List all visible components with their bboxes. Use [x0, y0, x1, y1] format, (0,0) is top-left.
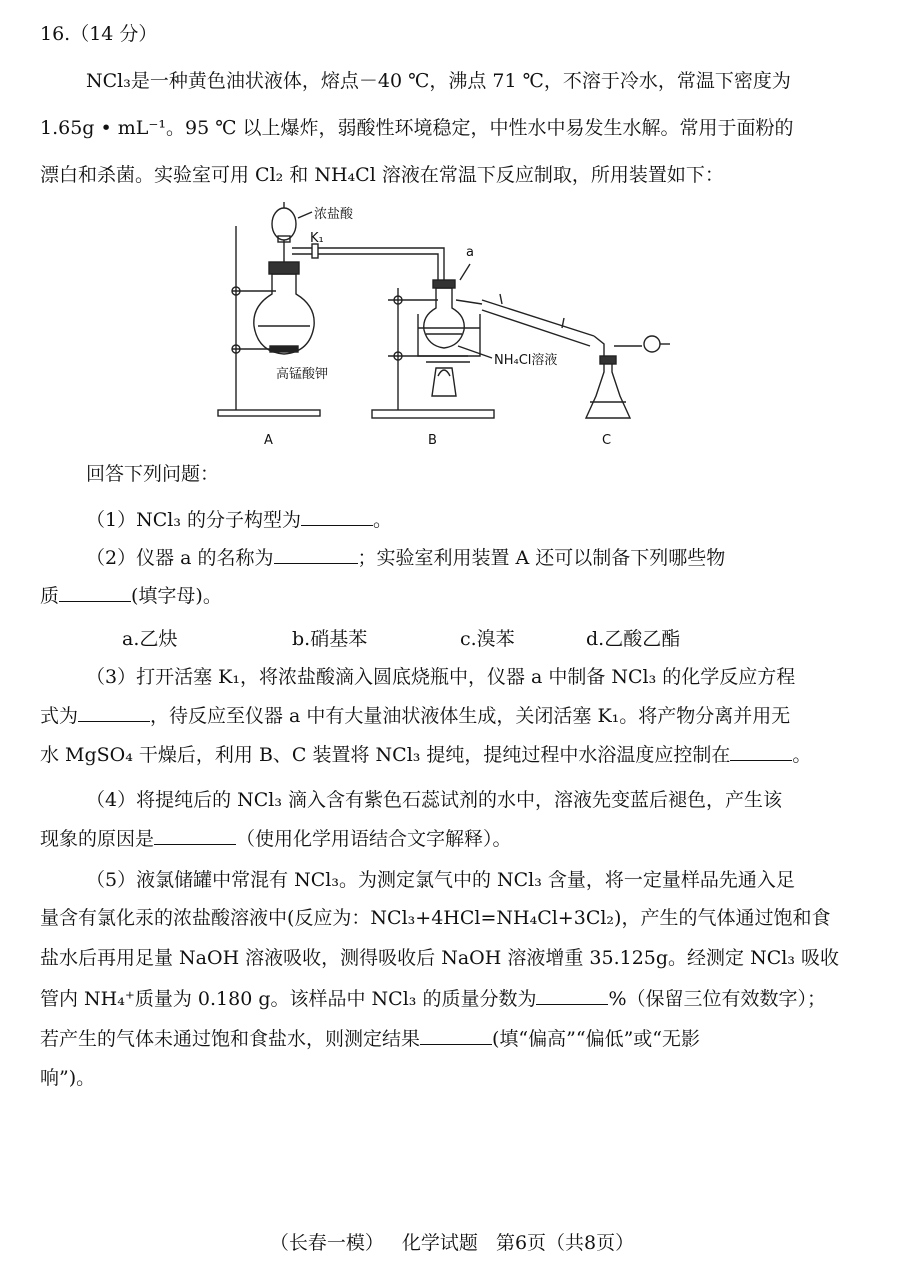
option-a: a.乙炔 [122, 628, 178, 650]
footer-page-number: 第6页（共8页） [495, 1232, 635, 1254]
q3-line3-end: 。 [792, 744, 812, 766]
q5-line4-end: %（保留三位有效数字）； [608, 988, 827, 1010]
q1 [86, 507, 392, 532]
q5-line5-start: 若产生的气体未通过饱和食盐水，则测定结果 [40, 1028, 421, 1050]
q4-line-2 [40, 826, 512, 851]
label-B: B [428, 433, 437, 448]
answer-prompt: 回答下列问题： [86, 463, 220, 485]
label-kmno4: 高锰酸钾 [276, 367, 329, 382]
q3-blank-2[interactable] [730, 742, 792, 761]
q2-part1: （2）仪器 a 的名称为 [86, 547, 274, 569]
q1-end: 。 [372, 509, 392, 531]
intro-line-1: NCl₃是一种黄色油状液体，熔点－40 ℃，沸点 71 ℃，不溶于冷水，常温下密度为 [86, 70, 791, 92]
q3-line-2 [40, 703, 790, 728]
option-c: c.溴苯 [460, 628, 515, 650]
q5-line-3: 盐水后再用足量 NaOH 溶液吸收，测得吸收后 NaOH 溶液增重 35.125g。经测定 NCl₃ 吸收 [40, 947, 839, 969]
q3-line3-start: 水 MgSO₄ 干燥后，利用 B、C 装置将 NCl₃ 提纯，提纯过程中水浴温度应控制在 [40, 744, 731, 766]
q4-line2-start: 现象的原因是 [40, 828, 155, 850]
footer-subject: 化学试题 [401, 1232, 478, 1254]
q2-line-2 [40, 583, 222, 608]
q3-blank-1[interactable] [78, 703, 150, 722]
q4-line-1: （4）将提纯后的 NCl₃ 滴入含有紫色石蕊试剂的水中，溶液先变蓝后褪色，产生该 [86, 789, 783, 811]
intro-line-2: 1.65g • mL⁻¹。95 ℃ 以上爆炸，弱酸性环境稳定，中性水中易发生水解。常用于面粉的 [40, 117, 794, 139]
label-A: A [264, 433, 273, 448]
q1-text: （1）NCl₃ 的分子构型为 [86, 509, 301, 531]
label-a: a [466, 245, 474, 260]
option-d: d.乙酸乙酯 [586, 628, 681, 650]
q1-blank[interactable] [301, 507, 373, 526]
q3-line2-start: 式为 [40, 705, 79, 727]
intro-line-3: 漂白和杀菌。实验室可用 Cl₂ 和 NH₄Cl 溶液在常温下反应制取，所用装置如下： [40, 164, 724, 186]
q4-line2-end: （使用化学用语结合文字解释）。 [236, 828, 512, 850]
apparatus-diagram [212, 196, 682, 452]
page-footer [0, 1228, 904, 1255]
q2-line-1 [86, 545, 725, 570]
q2-part2: ；实验室利用装置 A 还可以制备下列哪些物 [357, 547, 726, 569]
label-conc-hcl: 浓盐酸 [314, 207, 354, 222]
q2-blank-2[interactable] [59, 583, 131, 602]
q5-line-2: 量含有氯化汞的浓盐酸溶液中(反应为：NCl₃+4HCl=NH₄Cl+3Cl₂)，产生的气体通过饱和食 [40, 907, 831, 929]
q5-blank-1[interactable] [536, 986, 608, 1005]
footer-source: （长春一模） [269, 1232, 384, 1254]
q5-line-6: 响”)。 [40, 1067, 96, 1089]
q2-line2-start: 质 [40, 585, 60, 607]
q5-line-1: （5）液氯储罐中常混有 NCl₃。为测定氯气中的 NCl₃ 含量，将一定量样品先通入足 [86, 869, 795, 891]
q2-blank-1[interactable] [274, 545, 358, 564]
q3-line-1: （3）打开活塞 K₁，将浓盐酸滴入圆底烧瓶中，仪器 a 中制备 NCl₃ 的化学反应方程 [86, 666, 796, 688]
label-C: C [602, 433, 612, 448]
q2-line2-end: (填字母)。 [131, 585, 222, 607]
q5-blank-2[interactable] [420, 1026, 492, 1045]
q4-blank[interactable] [154, 826, 236, 845]
q5-line-4 [40, 986, 826, 1011]
q3-line-3 [40, 742, 811, 767]
option-b: b.硝基苯 [292, 628, 368, 650]
label-k1: K₁ [310, 231, 324, 246]
label-nh4cl-solution: NH₄Cl溶液 [494, 353, 558, 368]
q5-line4-start: 管内 NH₄⁺质量为 0.180 g。该样品中 NCl₃ 的质量分数为 [40, 988, 537, 1010]
q5-line-5 [40, 1026, 700, 1051]
q5-line5-end: (填“偏高”“偏低”或“无影 [492, 1028, 700, 1050]
question-header: 16.（14 分） [40, 23, 158, 45]
q3-line2-end: ，待反应至仪器 a 中有大量油状液体生成，关闭活塞 K₁。将产物分离并用无 [150, 705, 791, 727]
